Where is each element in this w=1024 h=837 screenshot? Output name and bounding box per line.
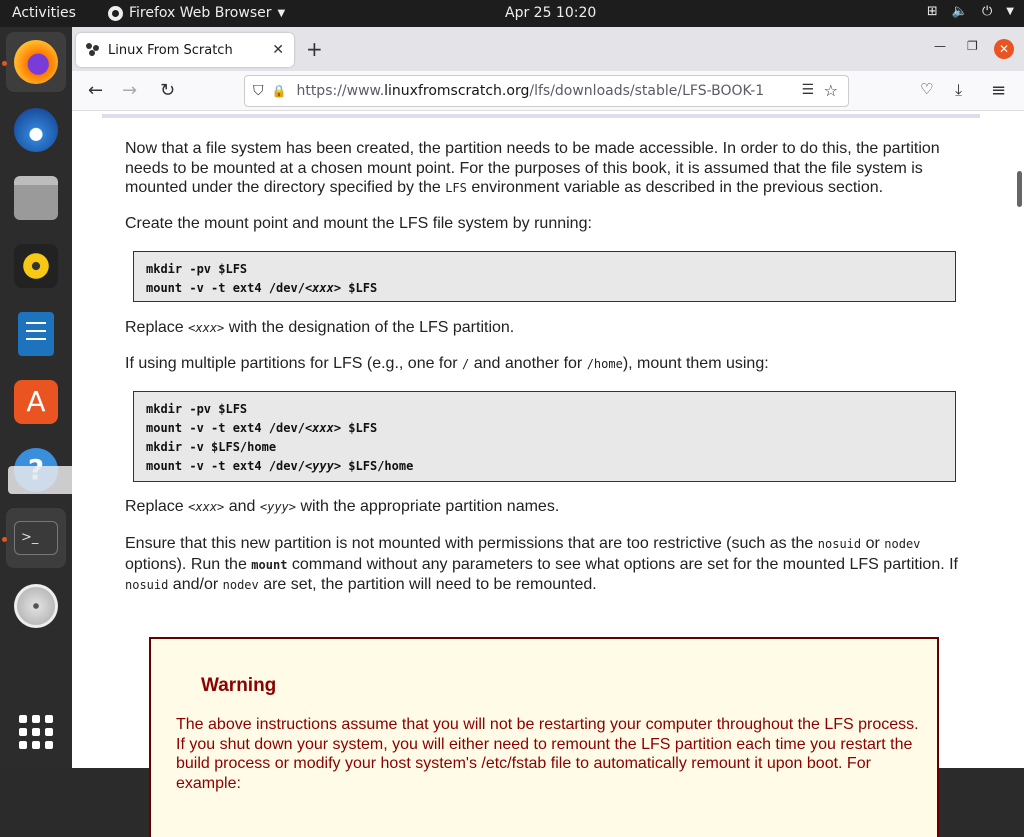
thunderbird-icon [14,108,58,152]
dock-writer[interactable] [6,304,66,364]
dvd-icon [14,584,58,628]
paragraph-create-mount: Create the mount point and mount the LFS file system by running: [125,215,592,232]
tab-bar [72,27,1024,71]
bookmark-star-icon[interactable]: ☆ [823,81,838,100]
warning-box [149,637,939,837]
lfs-favicon-icon [86,43,100,57]
pocket-icon[interactable]: ♡ [920,80,934,98]
firefox-icon [108,6,123,21]
tracking-protection-icon[interactable]: ⛉ [253,83,264,99]
dock [0,27,72,768]
forward-button[interactable]: → [122,80,138,101]
code-block-mount[interactable]: mkdir -pv $LFS mount -v -t ext4 /dev/<xxx> $LFS [133,251,956,302]
code-block-multi-mount[interactable]: mkdir -pv $LFS mount -v -t ext4 /dev/<xxx> $LFS mkdir -v $LFS/home mount -v -t ext4 /dev/<yyy> $LFS/home [133,391,956,482]
chevron-down-icon: ▼ [1006,6,1014,17]
reader-view-icon[interactable]: ☰ [801,82,814,98]
writer-icon [18,312,54,356]
back-button[interactable]: ← [88,80,104,101]
top-bar [0,0,1024,27]
firefox-icon [14,40,58,84]
paragraph-replace-names: Replace <xxx> and <yyy> with the appropriate partition names. [125,498,560,515]
tab-title: Linux From Scratch [108,42,233,58]
tab-linux-from-scratch[interactable] [76,33,294,67]
volume-icon: 🔈 [951,4,968,19]
clock[interactable]: Apr 25 10:20 [505,5,597,21]
paragraph-multiple-partitions: If using multiple partitions for LFS (e.g., one for / and another for /home), mount them using: [125,355,769,372]
page-content [72,111,1024,792]
url-bar[interactable] [244,75,849,107]
divider [102,114,980,118]
paragraph-mount-intro: Now that a file system has been created, the partition needs to be made accessible. In order to do this, the partition needs to be mounted at a chosen mount point. For the purposes of this book, it is assumed that the file system is mounted under the directory specified by the LFS environment variable as described in the previous section. [125,140,940,196]
paragraph-replace-xxx: Replace <xxx> with the designation of the LFS partition. [125,319,515,336]
url-prefix: https://www. [296,83,385,99]
minimize-button[interactable]: — [934,39,946,53]
downloads-icon[interactable]: ⤓ [955,80,963,99]
software-icon: A [14,380,58,424]
files-icon [14,176,58,220]
url-path: /lfs/downloads/stable/LFS-BOOK-1 [529,83,765,99]
dock-rhythmbox[interactable] [6,236,66,296]
dock-thunderbird[interactable] [6,100,66,160]
close-window-button[interactable]: ✕ [994,39,1014,59]
new-tab-button[interactable]: + [306,37,323,61]
terminal-icon: >_ [14,521,58,555]
activities-button[interactable]: Activities [12,5,76,21]
chevron-down-icon: ▼ [277,7,286,19]
navigation-toolbar [72,71,1024,111]
dock-tooltip [8,466,82,494]
running-indicator [2,61,7,66]
url-host: linuxfromscratch.org [384,83,530,99]
dock-ubuntu-software[interactable] [6,372,66,432]
running-indicator [2,537,7,542]
warning-title: Warning [201,675,277,696]
network-icon: ⊞ [926,4,938,19]
lock-icon[interactable]: 🔒 [271,84,287,98]
warning-text: The above instructions assume that you will not be restarting your computer throughout the LFS process. If you shut down your system, you will either need to remount the LFS partition each time you restart the build process or modify your host system's /etc/fstab file to automatically remount it upon boot. For example: [176,716,919,792]
maximize-button[interactable]: ❐ [967,39,978,53]
app-menu-label: Firefox Web Browser [129,5,272,21]
dock-firefox[interactable] [6,32,66,92]
paragraph-permissions: Ensure that this new partition is not mounted with permissions that are too restrictive (such as the nosuid or nodev options). Run the mount command without any parameters to see what options are set for the mounted LFS partition. If nosuid and/or nodev are set, the partition will need to be remounted. [125,535,958,593]
grid-icon [19,715,53,749]
app-menu[interactable] [108,5,285,21]
menu-icon[interactable]: ≡ [991,80,1007,101]
rhythmbox-icon [14,244,58,288]
system-tray[interactable] [927,4,1014,19]
dock-terminal[interactable] [6,508,66,568]
show-applications-button[interactable] [6,702,66,762]
dock-files[interactable] [6,168,66,228]
reload-button[interactable]: ↻ [160,80,176,101]
firefox-window [72,27,1024,792]
close-tab-icon[interactable]: ✕ [272,42,284,58]
scrollbar-thumb[interactable] [1017,171,1022,207]
dock-dvd[interactable] [6,576,66,636]
power-icon: ⏻ [982,4,993,19]
